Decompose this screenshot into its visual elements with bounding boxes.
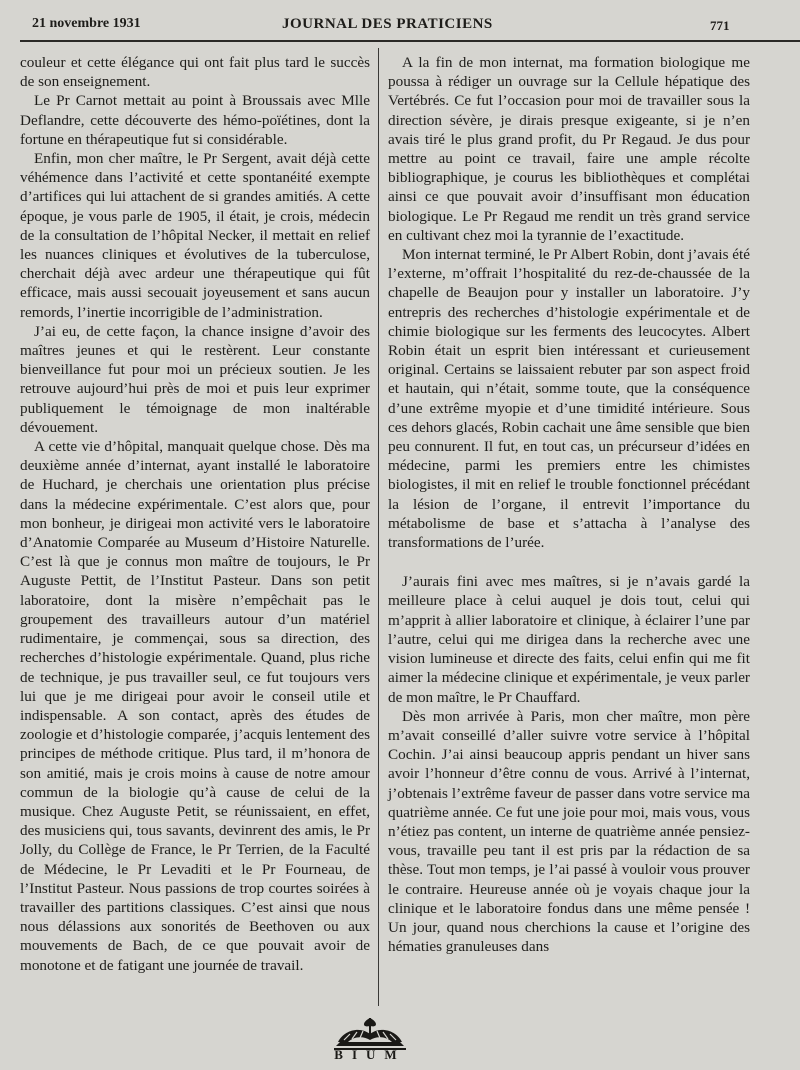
left-paragraph-4: J’ai eu, de cette façon, la chance insigne d’avoir des maîtres jeunes et qui le restèrent. Leur constante bienveillance fut pour moi un précieux soutien. Je les retrouve aujourd’hui près de moi et puis leur exprimer publiquement le témoignage de mon inaltérable dévouement. — [20, 322, 370, 436]
column-divider — [378, 48, 379, 1006]
header-date: 21 novembre 1931 — [32, 16, 141, 31]
page-header — [0, 16, 800, 40]
left-paragraph-1: couleur et cette élégance qui ont fait plus tard le succès de son enseignement. — [20, 54, 370, 91]
page-number: 771 — [710, 18, 730, 33]
journal-title: JOURNAL DES PRATICIENS — [282, 16, 493, 32]
right-column — [388, 53, 750, 956]
left-column — [20, 53, 370, 975]
bium-logo-text: BIUM — [334, 1047, 406, 1062]
left-paragraph-2: Le Pr Carnot mettait au point à Broussais avec Mlle Deflandre, cette découverte des hémo-poïétines, dont la fortune en thérapeutique fut si considérable. — [20, 92, 370, 148]
right-paragraph-1: A la fin de mon internat, ma formation biologique me poussa à rédiger un ouvrage sur la Cellule hépatique des Vertébrés. Ce fut l’occasion pour moi de travailler sous la direction sévère, je dirais presque exigeante, si je n’en avais tiré le plus grand profit, du Pr Regaud. Je dus pour mettre au point ce travail, faire une ample récolte bibliographique, je courus les bibliothèques et complétai ainsi ce que pouvait avoir d’insuffisant mon éducation biologique. Le Pr Regaud me rendit un très grand service en cultivant chez moi la tyrannie de l’exactitude. — [388, 54, 750, 244]
header-rule — [20, 40, 800, 42]
left-paragraph-5: A cette vie d’hôpital, manquait quelque chose. Dès ma deuxième année d’internat, ayant installé le laboratoire de Huchard, je cherchais une orientation plus précise dans la médecine expérimentale. C’est alors que, pour mon bonheur, je dirigeai mon activité vers le laboratoire d’Anatomie Comparée au Museum d’Histoire Naturelle. C’est là que je connus mon maître de toujours, le Pr Auguste Pettit, de l’Institut Pasteur. Dans son petit laboratoire, dont la misère n’empêchait pas le groupement des travailleurs autour d’un matériel rudimentaire, je commençai, sous sa direction, des recherches d’histologie expérimentale. Quand, plus riche de technique, je pus travailler seul, ce fut toujours vers lui que je me dirigeai pour avoir le conseil utile et indispensable. A son contact, après des études de zoologie et d’histologie comparée, j’acquis lentement des principes de méthode critique. Plus tard, il m’honora de son amitié, mais je crois moins à cause de notre amour commun de la biologie qu’à cause de celui de la musique. Chez Auguste Petit, se réunissaient, en effet, des musiciens qui, tous savants, devinrent des amis, le Pr Jolly, du Collège de France, le Pr Terrien, de la Faculté de Médecine, le Pr Levaditi et le Pr Fourneau, de l’Institut Pasteur. Nous passions de trop courtes soirées à travailler des partitions classiques. C’est ainsi que nous nous délassions aux sonorités de Beethoven ou aux mouvements de Bach, de ce que pouvait avoir de monotone et de fatigant une journée de travail. — [20, 438, 370, 974]
right-paragraph-2: Mon internat terminé, le Pr Albert Robin, dont j’avais été l’externe, m’offrait l’hospitalité du rez-de-chaussée de la chapelle de Beaujon pour y installer un laboratoire. J’y entrepris des recherches d’histologie expérimentale et de chimie biologique sur les ferments des leucocytes. Albert Robin était un esprit bien intéressant et curieusement original. Certains se laissaient rebuter par son aspect froid et hautain, qui n’était, somme toute, que la conséquence d’une extrême myopie et d’une timidité intérieure. Sous ces dehors glacés, Robin cachait une âme sensible que bien peu connurent. Il fut, en tout cas, un précurseur d’idées en médecine, parmi les premiers entre les chimistes biologistes, il mit en relief le trouble fonctionnel précédant la lésion de l’organe, il entrevit l’importance du métabolisme de base et s’attacha à l’analyse des transformations de l’urée. — [388, 246, 750, 552]
right-paragraph-4: Dès mon arrivée à Paris, mon cher maître, mon père m’avait conseillé d’aller suivre votre service à l’hôpital Cochin. J’ai ainsi beaucoup appris pendant un hiver sans avoir l’honneur d’être connu de vous. Arrivé à l’internat, j’obtenais l’extrême faveur de passer dans votre service ma quatrième année. Ce fut une joie pour moi, mais vous, vous n’étiez pas content, un interne de quatrième année pensiez-vous, travaille peu tant il est pris par la rédaction de sa thèse. Tout mon temps, je l’ai passé à vouloir vous prouver le contraire. Heureuse année où je voyais chaque jour la clinique et le laboratoire fondus dans une même pensée ! Un jour, quand nous cherchions la cause et l’origine des hématies granuleuses dans — [388, 707, 750, 956]
right-paragraph-3: J’aurais fini avec mes maîtres, si je n’avais gardé la meilleure place à celui auquel je dois tout, celui qui m’apprit à allier laboratoire et clinique, à éclairer l’une par l’autre, celui qui me dirigea dans la recherche avec une vision lumineuse et directe des faits, celui enfin qui me fit aimer la médecine clinique et expérimentale, je veux parler de mon maître, le Pr Chauffard. — [388, 573, 750, 706]
left-paragraph-3: Enfin, mon cher maître, le Pr Sergent, avait déjà cette véhémence dans l’activité et cette spontanéité exempte d’artifices qui lui attachent de si grandes amitiés. A cette époque, je vous parle de 1905, il était, je crois, médecin de la consultation de l’hôpital Necker, il mettait en relief les nuances cliniques et évolutives de la tuberculose, cherchait déjà avec ardeur une thérapeutique qui fût efficace, mais aussi secouait joyeusement et sans aucun remords, l’inertie incorrigible de l’administration. — [20, 150, 370, 321]
